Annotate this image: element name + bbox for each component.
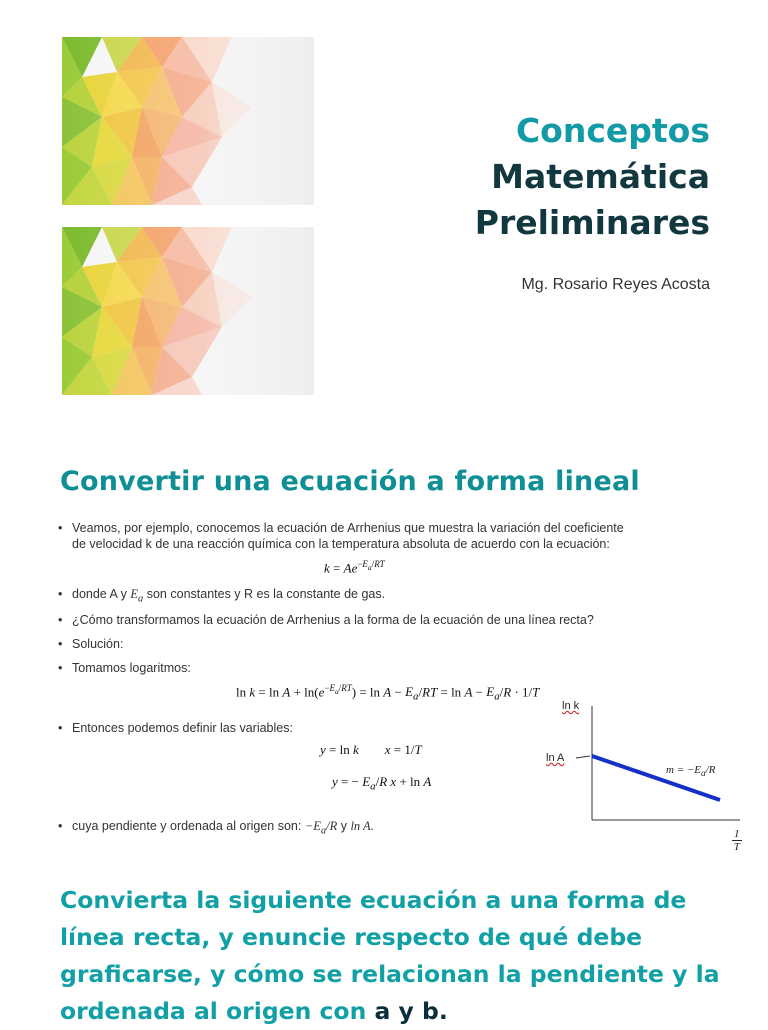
slope-expr: $-E_a/R$ bbox=[304, 819, 338, 837]
plot-svg bbox=[540, 690, 760, 860]
exercise-slide bbox=[0, 880, 768, 1024]
slope-label-text: m = − bbox=[666, 764, 695, 776]
bullet-1 bbox=[58, 520, 708, 552]
linear-equation: y = − $E_a/R$ x + ln A bbox=[332, 774, 432, 793]
bullet-3 bbox=[58, 612, 708, 628]
intercept-pointer bbox=[576, 756, 590, 758]
title-line-3: Preliminares bbox=[474, 203, 710, 242]
title-line-2: Matemática bbox=[491, 157, 710, 196]
x-label-num: 1 bbox=[734, 828, 740, 840]
bullet-6-text: • Entonces podemos definir las variables: bbox=[72, 721, 293, 735]
author-name: Mg. Rosario Reyes Acosta bbox=[521, 276, 710, 293]
bullet-7-pre: cuya pendiente y ordenada al origen son: bbox=[72, 819, 302, 833]
ea-symbol: $E_a$ bbox=[130, 587, 144, 605]
decorative-polygon-art-bottom bbox=[62, 227, 314, 395]
intercept-label: ln A bbox=[546, 752, 565, 764]
slide-heading: Convertir una ecuación a forma lineal bbox=[60, 466, 640, 497]
bullet-2-post: son constantes y R es la constante de gas. bbox=[146, 587, 386, 601]
content-slide bbox=[0, 440, 768, 880]
arrhenius-equation: $k = Ae^{-E_a/RT}$ bbox=[324, 559, 385, 576]
x-label-den: T bbox=[733, 841, 740, 853]
slide-title bbox=[475, 108, 710, 246]
linear-plot bbox=[540, 690, 760, 860]
x-axis-label bbox=[732, 828, 742, 853]
title-slide bbox=[0, 0, 768, 420]
exercise-heading bbox=[60, 882, 750, 1030]
bullet-3-text: • ¿Cómo transformamos la ecuación de Arrhenius a la forma de la ecuación de una línea recta? bbox=[72, 613, 594, 627]
log-equation: $\ln k = \ln A + \ln(e^{-E_a/RT}) = \ln A - E_a/RT = \ln A - E_a/R \cdot 1/T$ bbox=[236, 683, 540, 703]
bullet-1-line-2: de velocidad k de una reacción química con la temperatura absoluta de acuerdo con la ecuación: bbox=[72, 537, 610, 551]
bullet-5 bbox=[58, 660, 708, 676]
bullet-7-mid: y bbox=[340, 819, 347, 833]
decorative-polygon-art-top bbox=[62, 37, 314, 205]
bullet-1-line-1: • Veamos, por ejemplo, conocemos la ecuación de Arrhenius que muestra la variación del coeficiente bbox=[72, 521, 624, 535]
variable-definitions: y = ln k x = 1/T bbox=[320, 742, 422, 757]
intercept-expr: ln A. bbox=[350, 819, 374, 833]
title-line-1: Conceptos bbox=[515, 111, 710, 150]
y-axis-label: ln k bbox=[562, 700, 580, 712]
slope-label: $m = -E_a/R$ bbox=[666, 764, 716, 779]
bullet-4 bbox=[58, 636, 708, 652]
exercise-text-b: a y b bbox=[374, 997, 439, 1025]
bullet-2 bbox=[58, 586, 708, 608]
exercise-text-c: . bbox=[438, 997, 448, 1025]
bullet-2-pre: donde A y bbox=[72, 587, 127, 601]
exercise-text-a: Convierta la siguiente ecuación a una forma de línea recta, y enuncie respecto de qué debe graficarse, y cómo se relacionan la pendiente y la ordenada al origen con bbox=[60, 886, 720, 1025]
bullet-5-text: • Tomamos logaritmos: bbox=[72, 661, 191, 675]
bullet-4-text: • Solución: bbox=[72, 637, 124, 651]
